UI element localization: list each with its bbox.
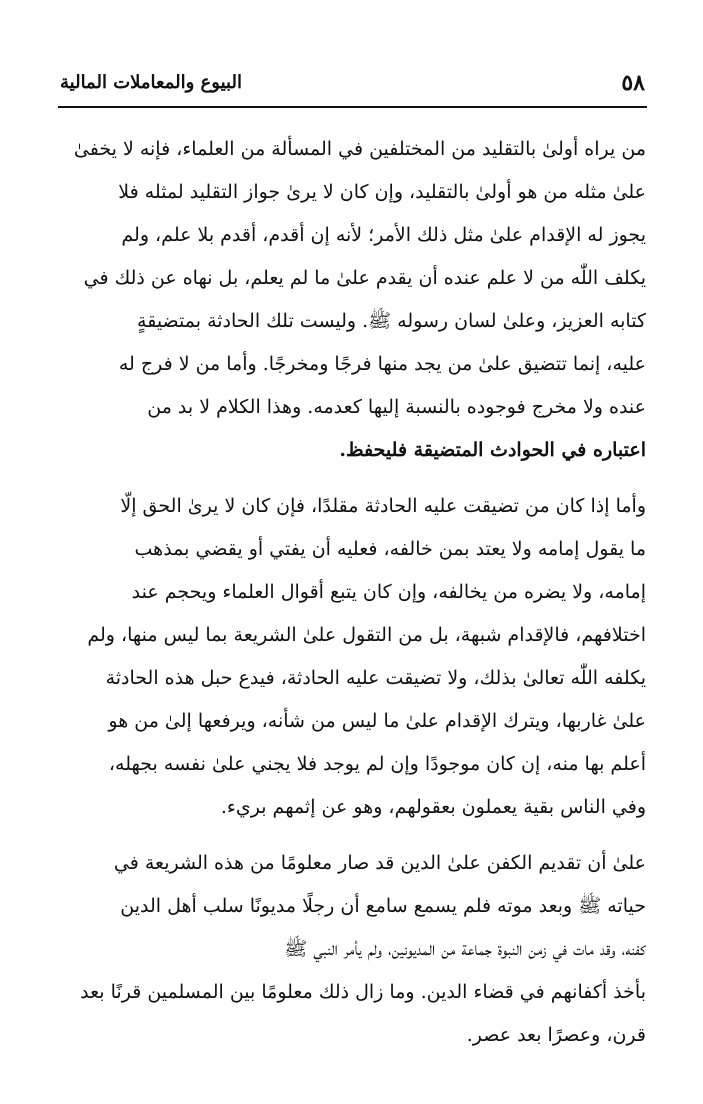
text-line: قرن، وعصرًا بعد عصر. bbox=[466, 1024, 646, 1046]
paragraph bbox=[57, 842, 646, 1057]
text-line: أعلم بها منه، إن كان موجودًا وإن لم يوجد فلا يجني علىٰ نفسه بجهله، bbox=[108, 753, 646, 775]
text-line: حياته ﷺ وبعد موته فلم يسمع سامع أن رجلًا مديونًا سلب أهل الدين bbox=[120, 895, 646, 917]
text-line: وفي الناس بقية يعملون بعقولهم، وهو عن إثمهم بريء. bbox=[220, 796, 646, 818]
text-line: يكلفه اللّٰه تعالىٰ بذلك، ولا تضيقت عليه الحادثة، فيدع حبل هذه الحادثة bbox=[105, 667, 646, 689]
text-line: إمامه، ولا يضره من يخالفه، وإن كان يتبع أقوال العلماء ويحجم عند bbox=[131, 581, 646, 603]
body-text bbox=[57, 128, 646, 1070]
page-header bbox=[60, 68, 645, 102]
text-line: ما يقول إمامه ولا يعتد بمن خالفه، فعليه أن يفتي أو يقضي بمذهب bbox=[134, 538, 646, 560]
text-line: بأخذ أكفانهم في قضاء الدين. وما زال ذلك معلومًا بين المسلمين قرنًا بعد bbox=[80, 981, 646, 1003]
paragraph bbox=[57, 485, 646, 829]
text-line: من يراه أولىٰ بالتقليد من المختلفين في المسألة من العلماء، فإنه لا يخفىٰ bbox=[73, 138, 646, 160]
text-line: عنده ولا مخرج فوجوده بالنسبة إليها كعدمه. وهذا الكلام لا بد من bbox=[147, 396, 646, 418]
text-line: علىٰ أن تقديم الكفن علىٰ الدين قد صار معلومًا من هذه الشريعة في bbox=[113, 852, 646, 874]
page-number: ٥٨ bbox=[621, 70, 645, 96]
text-line: كفنه، وقد مات في زمن النبوة جماعة من المديونين، ولم يأمر النبي ﷺ bbox=[284, 938, 646, 960]
paragraph bbox=[57, 128, 646, 472]
text-line: كتابه العزيز، وعلىٰ لسان رسوله ﷺ. وليست تلك الحادثة بمتضيقةٍ bbox=[137, 310, 646, 332]
text-line: عليه، إنما تتضيق علىٰ من يجد منها فرجًا ومخرجًا. وأما من لا فرج له bbox=[118, 353, 646, 375]
running-title: البيوع والمعاملات المالية bbox=[60, 72, 242, 93]
text-line: علىٰ غاربها، ويترك الإقدام علىٰ ما ليس من شأنه، ويرفعها إلىٰ من هو bbox=[108, 710, 646, 732]
text-line: يكلف اللّٰه من لا علم عنده أن يقدم علىٰ ما لم يعلم، بل نهاه عن ذلك في bbox=[83, 267, 646, 289]
text-line: علىٰ مثله من هو أولىٰ بالتقليد، وإن كان لا يرىٰ جواز التقليد لمثله فلا bbox=[118, 181, 646, 203]
text-line: اعتباره في الحوادث المتضيقة فليحفظ. bbox=[339, 439, 646, 461]
text-line: وأما إذا كان من تضيقت عليه الحادثة مقلدًا، فإن كان لا يرىٰ الحق إلّا bbox=[120, 495, 646, 517]
text-line: يجوز له الإقدام علىٰ مثل ذلك الأمر؛ لأنه إن أقدم، أقدم بلا علم، ولم bbox=[121, 224, 646, 246]
header-divider bbox=[58, 106, 647, 108]
text-line: اختلافهم، فالإقدام شبهة، بل من التقول علىٰ الشريعة بما ليس منها، ولم bbox=[87, 624, 646, 646]
